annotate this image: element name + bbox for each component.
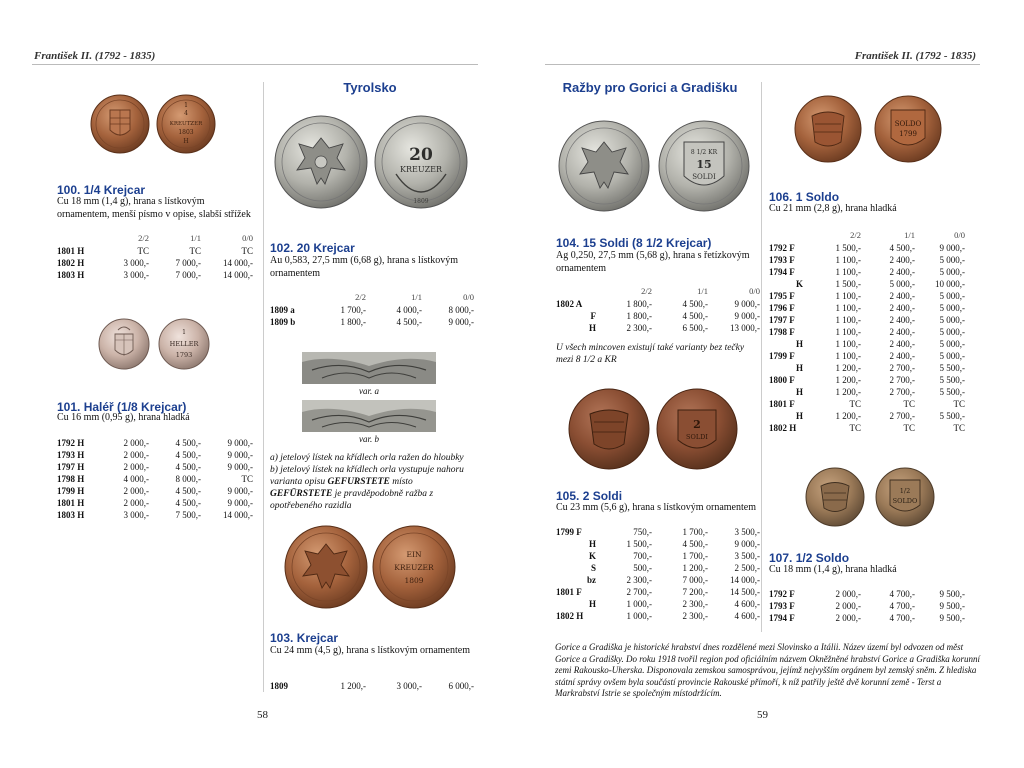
- price-cell: 4 500,-: [175, 462, 201, 472]
- item-105-title: 105. 2 Soldi: [556, 489, 623, 503]
- price-cell: 9 000,-: [227, 462, 253, 472]
- grade-header: 1/1: [411, 292, 422, 302]
- price-cell: 5 500,-: [939, 387, 965, 397]
- price-cell: 2 700,-: [889, 363, 915, 373]
- variant-a-detail-image: [302, 352, 436, 384]
- grade-header: 0/0: [463, 292, 474, 302]
- year-cell: 1800 F: [769, 375, 795, 385]
- year-cell: H: [588, 599, 596, 609]
- price-cell: 2 500,-: [734, 563, 760, 573]
- year-cell: 1801 F: [769, 399, 795, 409]
- svg-text:KREUZER: KREUZER: [399, 165, 443, 174]
- price-cell: 1 200,-: [835, 363, 861, 373]
- price-cell: 4 700,-: [889, 613, 915, 623]
- price-cell: 2 000,-: [123, 438, 149, 448]
- item-107-description: Cu 18 mm (1,4 g), hrana hladká: [769, 564, 897, 575]
- price-cell: 2 400,-: [889, 291, 915, 301]
- grade-header: 1/1: [697, 286, 708, 296]
- year-cell: 1798 F: [769, 327, 795, 337]
- price-cell: TC: [953, 423, 965, 433]
- svg-text:8 1/2 KR: 8 1/2 KR: [690, 149, 718, 156]
- price-cell: 5 500,-: [939, 375, 965, 385]
- svg-text:15: 15: [696, 158, 712, 171]
- price-cell: 1 500,-: [835, 279, 861, 289]
- price-cell: 1 100,-: [835, 351, 861, 361]
- price-cell: 1 100,-: [835, 327, 861, 337]
- price-cell: 1 100,-: [835, 339, 861, 349]
- price-cell: 2 300,-: [682, 611, 708, 621]
- coin-image-106: [792, 94, 944, 164]
- price-cell: 14 000,-: [730, 575, 760, 585]
- year-cell: 1792 F: [769, 589, 795, 599]
- svg-text:KREUZER: KREUZER: [394, 563, 434, 572]
- year-cell: 1802 A: [556, 299, 583, 309]
- price-cell: 5 000,-: [939, 315, 965, 325]
- item-100-description: Cu 18 mm (1,4 g), hrana s lístkovým ornamentem, menší písmo v opise, slabší střížek: [57, 196, 251, 220]
- item-106-title: 106. 1 Soldo: [769, 190, 840, 204]
- price-cell: TC: [241, 474, 253, 484]
- year-cell: H: [795, 411, 803, 421]
- price-cell: 9 000,-: [734, 299, 760, 309]
- price-cell: 750,-: [633, 527, 652, 537]
- year-cell: 1801 F: [556, 587, 582, 597]
- price-cell: 13 000,-: [730, 323, 760, 333]
- price-cell: TC: [849, 423, 861, 433]
- header-divider-left: [32, 64, 478, 65]
- price-cell: 3 000,-: [123, 258, 149, 268]
- price-cell: 2 700,-: [889, 387, 915, 397]
- price-cell: 1 100,-: [835, 291, 861, 301]
- item-104-title: 104. 15 Soldi (8 1/2 Krejcar): [556, 236, 712, 250]
- year-cell: K: [588, 551, 596, 561]
- year-cell: 1799 F: [769, 351, 795, 361]
- price-cell: 4 600,-: [734, 599, 760, 609]
- svg-text:KREUTZER: KREUTZER: [169, 121, 203, 127]
- svg-text:H: H: [183, 138, 189, 145]
- legend-variant-bold: GEFURSTETE: [327, 477, 390, 487]
- price-cell: 2 300,-: [626, 323, 652, 333]
- price-cell: 2 000,-: [123, 486, 149, 496]
- price-cell: 3 500,-: [734, 551, 760, 561]
- price-cell: 8 000,-: [448, 305, 474, 315]
- year-cell: H: [795, 363, 803, 373]
- svg-text:4: 4: [184, 110, 188, 117]
- price-cell: 2 700,-: [626, 587, 652, 597]
- grade-header: 2/2: [641, 286, 652, 296]
- price-cell: 1 500,-: [626, 539, 652, 549]
- svg-text:EIN: EIN: [406, 550, 422, 559]
- section-heading-gorice: Ražby pro Gorici a Gradišku: [562, 80, 738, 95]
- price-cell: 1 800,-: [626, 311, 652, 321]
- price-cell: 1 200,-: [682, 563, 708, 573]
- column-divider-right-page: [761, 82, 762, 632]
- price-cell: 6 500,-: [682, 323, 708, 333]
- price-cell: 9 000,-: [227, 450, 253, 460]
- price-cell: 4 000,-: [123, 474, 149, 484]
- svg-text:HELLER: HELLER: [169, 340, 199, 348]
- price-cell: 3 000,-: [396, 681, 422, 691]
- price-cell: 2 700,-: [889, 411, 915, 421]
- price-cell: 9 000,-: [448, 317, 474, 327]
- price-cell: 9 000,-: [734, 311, 760, 321]
- price-cell: 7 000,-: [175, 270, 201, 280]
- year-cell: 1797 H: [57, 462, 85, 472]
- price-cell: 5 500,-: [939, 411, 965, 421]
- grade-header: 0/0: [242, 233, 253, 243]
- grade-header: 0/0: [749, 286, 760, 296]
- year-cell: 1809 a: [270, 305, 295, 315]
- price-cell: 5 500,-: [939, 363, 965, 373]
- year-cell: 1792 H: [57, 438, 85, 448]
- price-cell: 2 400,-: [889, 267, 915, 277]
- price-cell: 8 000,-: [175, 474, 201, 484]
- item-103-description: Cu 24 mm (4,5 g), hrana s lístkovým ornamentem: [270, 645, 470, 656]
- price-cell: 9 000,-: [734, 539, 760, 549]
- price-cell: 4 500,-: [682, 311, 708, 321]
- svg-text:1/2: 1/2: [899, 487, 911, 495]
- price-cell: 1 700,-: [340, 305, 366, 315]
- page-number-left: 58: [257, 709, 268, 721]
- variant-a-note: a) jetelový lístek na křídlech orla ražen do hloubky: [270, 453, 464, 463]
- price-cell: 500,-: [633, 563, 652, 573]
- svg-text:SOLDI: SOLDI: [686, 433, 708, 441]
- price-cell: 7 200,-: [682, 587, 708, 597]
- price-cell: 2 000,-: [835, 589, 861, 599]
- price-cell: 1 800,-: [626, 299, 652, 309]
- grade-header: 1/1: [904, 230, 915, 240]
- price-cell: TC: [903, 423, 915, 433]
- price-cell: 9 500,-: [939, 613, 965, 623]
- year-cell: 1801 H: [57, 246, 85, 256]
- price-cell: 1 000,-: [626, 611, 652, 621]
- price-cell: 4 500,-: [396, 317, 422, 327]
- item-106-description: Cu 21 mm (2,8 g), hrana hladká: [769, 203, 897, 214]
- price-cell: 2 300,-: [682, 599, 708, 609]
- grade-header: 2/2: [850, 230, 861, 240]
- price-cell: 1 100,-: [835, 303, 861, 313]
- coin-image-104: [556, 118, 752, 214]
- item-105-description: Cu 23 mm (5,6 g), hrana s lístkovým ornamentem: [556, 502, 756, 513]
- page-number-right: 59: [757, 709, 768, 721]
- grade-header: 0/0: [954, 230, 965, 240]
- year-cell: 1797 F: [769, 315, 795, 325]
- price-cell: 4 700,-: [889, 589, 915, 599]
- year-cell: bz: [587, 575, 596, 585]
- year-cell: H: [588, 323, 596, 333]
- year-cell: 1798 H: [57, 474, 85, 484]
- svg-text:20: 20: [409, 145, 433, 165]
- year-cell: 1799 F: [556, 527, 582, 537]
- item-100-title: 100. 1/4 Krejcar: [57, 183, 146, 197]
- price-cell: 2 000,-: [123, 462, 149, 472]
- price-cell: 5 000,-: [939, 303, 965, 313]
- price-cell: 3 500,-: [734, 527, 760, 537]
- price-cell: 2 400,-: [889, 351, 915, 361]
- price-table-105: [556, 526, 760, 622]
- running-header-right: František II. (1792 - 1835): [854, 50, 976, 62]
- price-cell: 9 000,-: [227, 438, 253, 448]
- section-heading-tyrolsko: Tyrolsko: [343, 80, 397, 95]
- price-cell: 2 000,-: [835, 601, 861, 611]
- price-cell: 2 400,-: [889, 315, 915, 325]
- coin-image-101: [98, 316, 212, 372]
- item-101-title: 101. Haléř (1/8 Krejcar): [57, 400, 187, 414]
- year-cell: 1802 H: [57, 258, 85, 268]
- price-cell: 4 700,-: [889, 601, 915, 611]
- variant-b-caption: var. b: [359, 434, 379, 444]
- price-cell: 2 000,-: [123, 498, 149, 508]
- year-cell: 1799 H: [57, 486, 85, 496]
- price-cell: 2 000,-: [835, 613, 861, 623]
- svg-text:2: 2: [693, 418, 701, 431]
- price-cell: TC: [189, 246, 201, 256]
- price-cell: 14 000,-: [223, 270, 253, 280]
- year-cell: 1801 H: [57, 498, 85, 508]
- year-cell: 1809: [270, 681, 288, 691]
- price-cell: 5 000,-: [939, 291, 965, 301]
- price-cell: 7 500,-: [175, 510, 201, 520]
- variant-b-note: b) jetelový lístek na křídlech orla vystupuje nahoru varianta opisu GEFURSTETE místo GEFÜRSTETE je pravděpodobně ražba z opotřebeného razidla: [270, 465, 464, 511]
- item-102-title: 102. 20 Krejcar: [270, 241, 355, 255]
- year-cell: S: [590, 563, 596, 573]
- year-cell: 1794 F: [769, 267, 795, 277]
- svg-text:SOLDO: SOLDO: [892, 497, 918, 505]
- price-cell: 14 500,-: [730, 587, 760, 597]
- svg-text:1: 1: [182, 329, 186, 336]
- price-cell: 1 100,-: [835, 315, 861, 325]
- item-107-title: 107. 1/2 Soldo: [769, 551, 850, 565]
- price-cell: TC: [953, 399, 965, 409]
- svg-text:1: 1: [184, 102, 188, 109]
- price-cell: TC: [137, 246, 149, 256]
- price-cell: 4 500,-: [175, 498, 201, 508]
- price-cell: 1 200,-: [835, 387, 861, 397]
- price-cell: 9 000,-: [227, 486, 253, 496]
- price-cell: 4 500,-: [175, 438, 201, 448]
- price-cell: 1 500,-: [835, 243, 861, 253]
- variant-b-detail-image: [302, 400, 436, 432]
- item-104-note: U všech mincoven existují také varianty bez tečky mezi 8 1/2 a KR: [556, 343, 745, 365]
- price-cell: 1 200,-: [340, 681, 366, 691]
- price-cell: 5 000,-: [939, 351, 965, 361]
- price-cell: 5 000,-: [939, 327, 965, 337]
- coin-image-102: [272, 112, 470, 212]
- year-cell: H: [588, 539, 596, 549]
- price-cell: 5 000,-: [939, 267, 965, 277]
- gorice-history-note: Gorice a Gradiška je historické hrabství dnes rozdělené mezi Slovinsko a Itálii. Název území byl odvozen od měst Gorice a Gradišky. Do roku 1918 tvořil region pod oficiálním názvem Okněžněné hrabství Gorice a Gradiška korunní zemi Rakousko-Uherska. Disponovala zemskou samosprávou, jejímž nejvyšším orgánem byl zemský sněm. Z hlediska státní správy ovšem byla součástí provincie Rakouské přímoří, k níž patřily ještě dvě korunní země - Terst a Markrabství Istrie se společným místodržícím.: [555, 642, 981, 698]
- price-table-100: [57, 231, 253, 281]
- year-cell: F: [590, 311, 596, 321]
- price-table-106: [769, 228, 965, 434]
- grade-header: 2/2: [138, 233, 149, 243]
- price-cell: 1 800,-: [340, 317, 366, 327]
- price-cell: 2 000,-: [123, 450, 149, 460]
- price-cell: 5 000,-: [939, 339, 965, 349]
- price-cell: 14 000,-: [223, 510, 253, 520]
- price-cell: 7 000,-: [682, 575, 708, 585]
- svg-text:1803: 1803: [178, 129, 194, 136]
- price-cell: 5 000,-: [889, 279, 915, 289]
- price-cell: 1 700,-: [682, 527, 708, 537]
- item-101-description: Cu 16 mm (0,95 g), hrana hladká: [57, 412, 190, 423]
- price-cell: 2 400,-: [889, 327, 915, 337]
- price-cell: 9 500,-: [939, 589, 965, 599]
- grade-header: 1/1: [190, 233, 201, 243]
- year-cell: 1793 F: [769, 601, 795, 611]
- price-cell: 1 100,-: [835, 267, 861, 277]
- svg-text:SOLDO: SOLDO: [894, 120, 922, 128]
- svg-text:1799: 1799: [899, 130, 917, 138]
- column-divider-left-page: [263, 82, 264, 692]
- price-cell: 4 600,-: [734, 611, 760, 621]
- price-cell: 9 500,-: [939, 601, 965, 611]
- item-103-title: 103. Krejcar: [270, 631, 339, 645]
- price-cell: 1 100,-: [835, 255, 861, 265]
- year-cell: 1802 H: [556, 611, 584, 621]
- coin-image-105: [566, 386, 742, 472]
- svg-text:1793: 1793: [175, 351, 193, 359]
- price-table-103: [270, 680, 474, 692]
- price-cell: TC: [241, 246, 253, 256]
- price-cell: 2 700,-: [889, 375, 915, 385]
- variant-a-caption: var. a: [359, 386, 379, 396]
- price-cell: 14 000,-: [223, 258, 253, 268]
- grade-header: 2/2: [355, 292, 366, 302]
- price-cell: 700,-: [633, 551, 652, 561]
- price-cell: 6 000,-: [448, 681, 474, 691]
- header-divider-right: [545, 64, 980, 65]
- svg-text:1809: 1809: [413, 198, 429, 205]
- item-102-description: Au 0,583, 27,5 mm (6,68 g), hrana s lístkovým ornamentem: [270, 255, 459, 279]
- price-cell: 4 500,-: [175, 450, 201, 460]
- price-cell: 1 700,-: [682, 551, 708, 561]
- price-table-101: [57, 437, 253, 521]
- svg-text:SOLDI: SOLDI: [692, 173, 716, 181]
- price-cell: 9 000,-: [227, 498, 253, 508]
- price-table-102: [270, 290, 474, 328]
- running-header-left: František II. (1792 - 1835): [34, 50, 156, 62]
- year-cell: 1796 F: [769, 303, 795, 313]
- svg-text:1809: 1809: [404, 576, 424, 585]
- price-cell: 4 500,-: [682, 299, 708, 309]
- price-cell: TC: [903, 399, 915, 409]
- price-cell: 4 000,-: [396, 305, 422, 315]
- coin-image-107: [804, 465, 936, 529]
- price-cell: 3 000,-: [123, 510, 149, 520]
- year-cell: 1809 b: [270, 317, 296, 327]
- year-cell: 1802 H: [769, 423, 797, 433]
- price-cell: 2 400,-: [889, 339, 915, 349]
- year-cell: 1794 F: [769, 613, 795, 623]
- price-table-107: [769, 588, 965, 624]
- price-cell: 1 200,-: [835, 375, 861, 385]
- year-cell: 1803 H: [57, 270, 85, 280]
- price-table-104: [556, 284, 760, 334]
- price-cell: 4 500,-: [889, 243, 915, 253]
- legend-original-bold: GEFÜRSTETE: [270, 489, 333, 499]
- price-cell: 2 400,-: [889, 303, 915, 313]
- price-cell: 9 000,-: [939, 243, 965, 253]
- price-cell: 3 000,-: [123, 270, 149, 280]
- price-cell: 4 500,-: [175, 486, 201, 496]
- price-cell: 2 400,-: [889, 255, 915, 265]
- price-cell: 2 300,-: [626, 575, 652, 585]
- year-cell: 1793 F: [769, 255, 795, 265]
- item-102-variant-notes: [270, 452, 475, 512]
- year-cell: K: [795, 279, 803, 289]
- price-cell: 5 000,-: [939, 255, 965, 265]
- item-104-description: Ag 0,250, 27,5 mm (5,68 g), hrana s řetízkovým ornamentem: [556, 250, 750, 274]
- price-cell: TC: [849, 399, 861, 409]
- year-cell: 1803 H: [57, 510, 85, 520]
- year-cell: 1792 F: [769, 243, 795, 253]
- coin-image-100: [88, 92, 218, 156]
- price-cell: 1 000,-: [626, 599, 652, 609]
- price-cell: 4 500,-: [682, 539, 708, 549]
- year-cell: 1793 H: [57, 450, 85, 460]
- year-cell: H: [795, 387, 803, 397]
- price-cell: 10 000,-: [935, 279, 965, 289]
- coin-image-103: [283, 524, 459, 610]
- year-cell: H: [795, 339, 803, 349]
- price-cell: 1 200,-: [835, 411, 861, 421]
- price-cell: 7 000,-: [175, 258, 201, 268]
- year-cell: 1795 F: [769, 291, 795, 301]
